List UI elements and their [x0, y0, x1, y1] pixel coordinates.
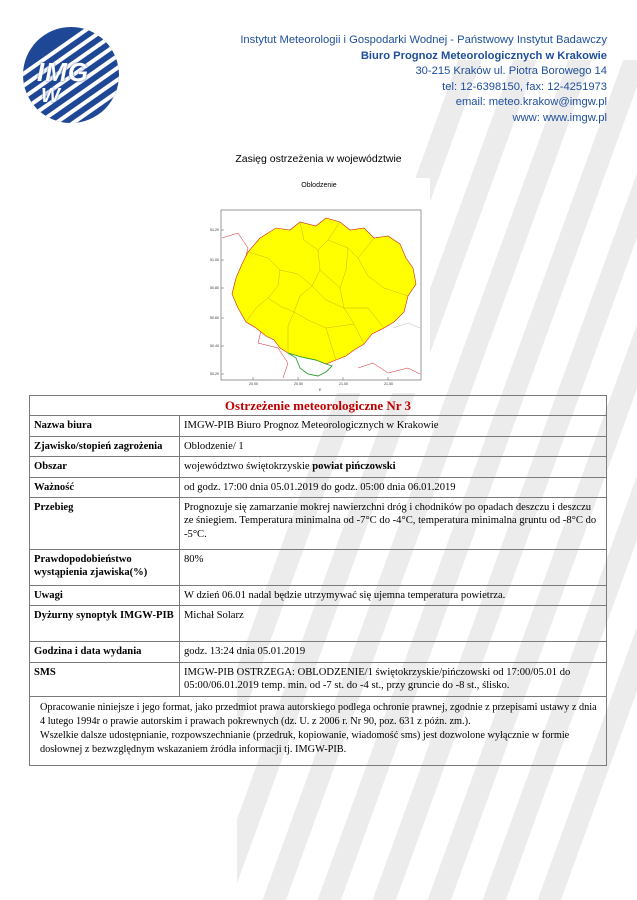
row-label: Godzina i data wydania	[30, 642, 180, 662]
row-label: Nazwa biura	[30, 416, 180, 436]
forecaster-value: Michał Solarz	[180, 606, 607, 642]
area-value	[180, 457, 607, 477]
lon-label: 20.50	[294, 382, 303, 386]
row-label: Uwagi	[30, 586, 180, 606]
office-phone: tel: 12-6398150, fax: 12-4251973	[442, 80, 607, 93]
table-row	[30, 498, 607, 550]
office-website[interactable]: www: www.imgw.pl	[512, 111, 607, 124]
warning-title: Ostrzeżenie meteorologiczne Nr 3	[30, 396, 607, 416]
imgw-logo	[23, 27, 119, 123]
table-row	[30, 642, 607, 662]
office-email[interactable]: email: meteo.krakow@imgw.pl	[455, 96, 607, 109]
copyright-paragraph: Opracowanie niniejsze i jego format, jako przedmiot prawa autorskiego podlega ochronie prawnej, zgodnie z przepisami ustawy z dnia 4 lutego 1994r o prawie autorskim i prawach pokrewnych (dz. U. z 2006 r. Nr 90, poz. 631 z późn. zm.).	[40, 701, 597, 727]
area-voivodeship: województwo świętokrzyskie	[184, 461, 310, 473]
institute-header	[240, 33, 607, 127]
table-row	[30, 416, 607, 436]
remarks-value: W dzień 06.01 nadal będzie utrzymywać się ujemna temperatura powietrza.	[180, 586, 607, 606]
issue-time-value: godz. 13:24 dnia 05.01.2019	[180, 642, 607, 662]
course-value: Prognozuje się zamarzanie mokrej nawierzchni dróg i chodników po opadach deszczu i deszczu ze śniegiem. Temperatura minimalna od -7°C do -4°C, temperatura minimalna gruntu od -8°C do -5°C.	[180, 498, 607, 550]
table-row	[30, 457, 607, 477]
phenomenon-value: Oblodzenie/ 1	[180, 436, 607, 456]
lon-label: 21.50	[384, 382, 393, 386]
row-label: Przebieg	[30, 498, 180, 550]
warning-table	[29, 395, 607, 766]
logo-text-bottom: W	[41, 85, 63, 107]
table-row	[30, 396, 607, 416]
row-label: Zjawisko/stopień zagrożenia	[30, 436, 180, 456]
area-county: powiat pińczowski	[312, 461, 396, 473]
office-name: Biuro Prognoz Meteorologicznych w Krakowie	[360, 49, 607, 62]
probability-value: 80%	[180, 550, 607, 586]
lat-label: 51.00	[210, 258, 219, 262]
row-label: SMS	[30, 662, 180, 696]
lat-label: 50.40	[210, 344, 219, 348]
lon-label: 20.00	[249, 382, 258, 386]
row-label: Ważność	[30, 477, 180, 497]
copyright-notice	[30, 696, 607, 765]
lat-label: 50.60	[210, 316, 219, 320]
distribution-paragraph: Wszelkie dalsze udostępnianie, rozpowszechnianie (przedruk, kopiowanie, wiadomość sms) jest dozwolone wyłącznie w formie dosłownej z bezwzględnym wskazaniem źródła informacji tj. IMGW-PIB.	[40, 729, 570, 755]
sms-value: IMGW-PIB OSTRZEGA: OBLODZENIE/1 świętokrzyskie/pińczowski od 17:00/05.01 do 05:00/06.01.2019 temp. min. od -7 st. do -4 st., przy gruncie do -8 st., ślisko.	[180, 662, 607, 696]
map-subtitle: Oblodzenie	[301, 182, 337, 189]
table-row	[30, 662, 607, 696]
office-value: IMGW-PIB Biuro Prognoz Meteorologicznych w Krakowie	[180, 416, 607, 436]
logo-text-top: IMG	[37, 57, 90, 87]
lon-unit: E	[319, 388, 322, 392]
table-row	[30, 696, 607, 765]
row-label: Obszar	[30, 457, 180, 477]
lat-label: 50.80	[210, 286, 219, 290]
table-row	[30, 606, 607, 642]
office-address: 30-215 Kraków ul. Piotra Borowego 14	[415, 65, 607, 78]
validity-value: od godz. 17:00 dnia 05.01.2019 do godz. 05:00 dnia 06.01.2019	[180, 477, 607, 497]
map-svg	[208, 178, 430, 393]
table-row	[30, 550, 607, 586]
institute-name: Instytut Meteorologii i Gospodarki Wodnej - Państwowy Instytut Badawczy	[240, 34, 607, 46]
lat-label: 50.20	[210, 372, 219, 376]
table-row	[30, 586, 607, 606]
row-label: Dyżurny synoptyk IMGW-PIB	[30, 606, 180, 642]
lon-label: 21.00	[339, 382, 348, 386]
row-label: Prawdopodobieństwo wystąpienia zjawiska(%)	[30, 550, 180, 586]
warning-map	[208, 178, 430, 393]
lat-label: 51.20	[210, 228, 219, 232]
table-row	[30, 436, 607, 456]
map-title: Zasięg ostrzeżenia w województwie	[235, 153, 402, 165]
table-row	[30, 477, 607, 497]
